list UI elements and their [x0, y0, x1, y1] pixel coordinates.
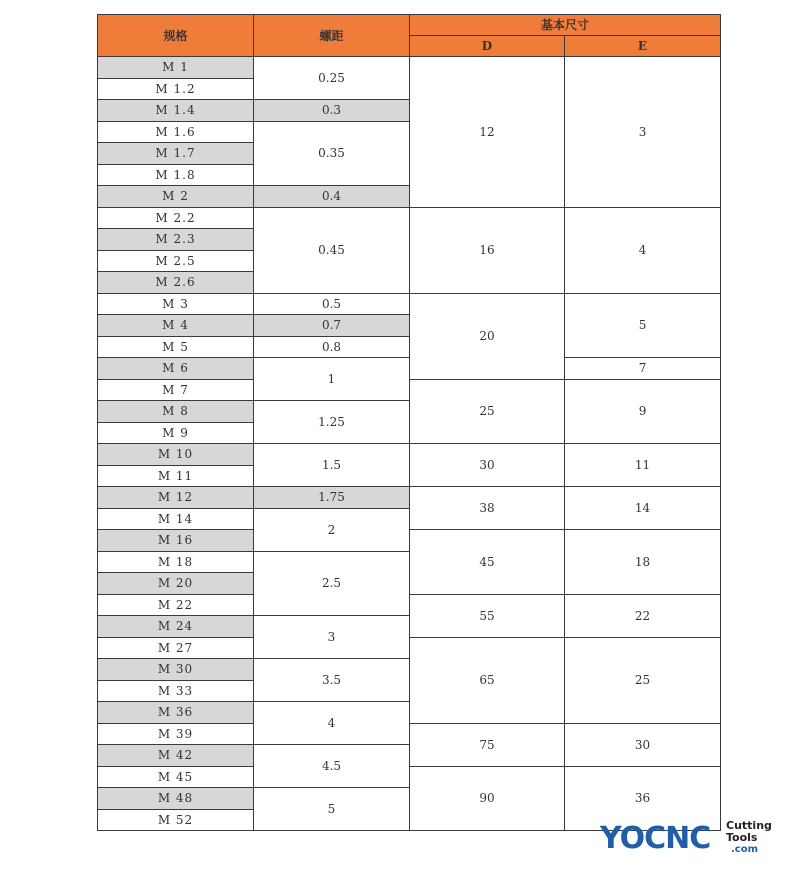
- size-cell: M 22: [98, 594, 254, 616]
- pitch-cell: 0.25: [254, 57, 410, 100]
- pitch-cell: 0.35: [254, 121, 410, 186]
- pitch-cell: 4: [254, 702, 410, 745]
- e-cell: 5: [565, 293, 721, 358]
- size-cell: M 1.2: [98, 78, 254, 100]
- size-cell: M 9: [98, 422, 254, 444]
- e-cell: 9: [565, 379, 721, 444]
- size-cell: M 30: [98, 659, 254, 681]
- d-cell: 90: [410, 766, 565, 831]
- logo-brand: YOCNC: [600, 821, 711, 856]
- size-cell: M 12: [98, 487, 254, 509]
- e-cell: 14: [565, 487, 721, 530]
- e-cell: 3: [565, 57, 721, 208]
- e-cell: 4: [565, 207, 721, 293]
- size-cell: M 6: [98, 358, 254, 380]
- size-cell: M 36: [98, 702, 254, 724]
- size-cell: M 4: [98, 315, 254, 337]
- pitch-cell: 0.8: [254, 336, 410, 358]
- size-cell: M 2.5: [98, 250, 254, 272]
- header-pitch: 螺距: [254, 15, 410, 57]
- d-cell: 45: [410, 530, 565, 595]
- pitch-cell: 1.75: [254, 487, 410, 509]
- size-cell: M 1: [98, 57, 254, 79]
- size-cell: M 45: [98, 766, 254, 788]
- e-cell: 22: [565, 594, 721, 637]
- pitch-cell: 0.4: [254, 186, 410, 208]
- size-cell: M 39: [98, 723, 254, 745]
- e-cell: 36: [565, 766, 721, 831]
- e-cell: 11: [565, 444, 721, 487]
- size-cell: M 18: [98, 551, 254, 573]
- size-cell: M 1.8: [98, 164, 254, 186]
- d-cell: 12: [410, 57, 565, 208]
- size-cell: M 1.4: [98, 100, 254, 122]
- size-cell: M 52: [98, 809, 254, 831]
- pitch-cell: 0.7: [254, 315, 410, 337]
- size-cell: M 42: [98, 745, 254, 767]
- pitch-cell: 5: [254, 788, 410, 831]
- pitch-cell: 3.5: [254, 659, 410, 702]
- logo-tag-line1: Cutting: [726, 819, 772, 832]
- pitch-cell: 1.5: [254, 444, 410, 487]
- header-basic-dims: 基本尺寸: [410, 15, 721, 36]
- header-spec: 规格: [98, 15, 254, 57]
- size-cell: M 33: [98, 680, 254, 702]
- header-e: E: [565, 36, 721, 57]
- logo-domain: .com: [731, 844, 759, 855]
- size-cell: M 2.6: [98, 272, 254, 294]
- pitch-cell: 0.5: [254, 293, 410, 315]
- e-cell: 18: [565, 530, 721, 595]
- e-cell: 25: [565, 637, 721, 723]
- pitch-cell: 1: [254, 358, 410, 401]
- yocnc-logo: [600, 818, 780, 858]
- d-cell: 75: [410, 723, 565, 766]
- pitch-cell: 2.5: [254, 551, 410, 616]
- size-cell: M 16: [98, 530, 254, 552]
- size-cell: M 2.2: [98, 207, 254, 229]
- size-cell: M 1.6: [98, 121, 254, 143]
- d-cell: 16: [410, 207, 565, 293]
- pitch-cell: 1.25: [254, 401, 410, 444]
- size-cell: M 10: [98, 444, 254, 466]
- size-cell: M 2: [98, 186, 254, 208]
- size-cell: M 7: [98, 379, 254, 401]
- e-cell: 7: [565, 358, 721, 380]
- thread-spec-table: [97, 14, 721, 831]
- size-cell: M 27: [98, 637, 254, 659]
- size-cell: M 3: [98, 293, 254, 315]
- size-cell: M 2.3: [98, 229, 254, 251]
- size-cell: M 14: [98, 508, 254, 530]
- size-cell: M 1.7: [98, 143, 254, 165]
- d-cell: 30: [410, 444, 565, 487]
- size-cell: M 5: [98, 336, 254, 358]
- pitch-cell: 0.45: [254, 207, 410, 293]
- size-cell: M 20: [98, 573, 254, 595]
- size-cell: M 48: [98, 788, 254, 810]
- d-cell: 55: [410, 594, 565, 637]
- pitch-cell: 4.5: [254, 745, 410, 788]
- pitch-cell: 0.3: [254, 100, 410, 122]
- d-cell: 25: [410, 379, 565, 444]
- size-cell: M 24: [98, 616, 254, 638]
- e-cell: 30: [565, 723, 721, 766]
- size-cell: M 8: [98, 401, 254, 423]
- d-cell: 20: [410, 293, 565, 379]
- d-cell: 38: [410, 487, 565, 530]
- logo-tag-line2: Tools: [726, 830, 758, 844]
- d-cell: 65: [410, 637, 565, 723]
- pitch-cell: 3: [254, 616, 410, 659]
- pitch-cell: 2: [254, 508, 410, 551]
- header-d: D: [410, 36, 565, 57]
- size-cell: M 11: [98, 465, 254, 487]
- logo-tagline: [726, 820, 772, 843]
